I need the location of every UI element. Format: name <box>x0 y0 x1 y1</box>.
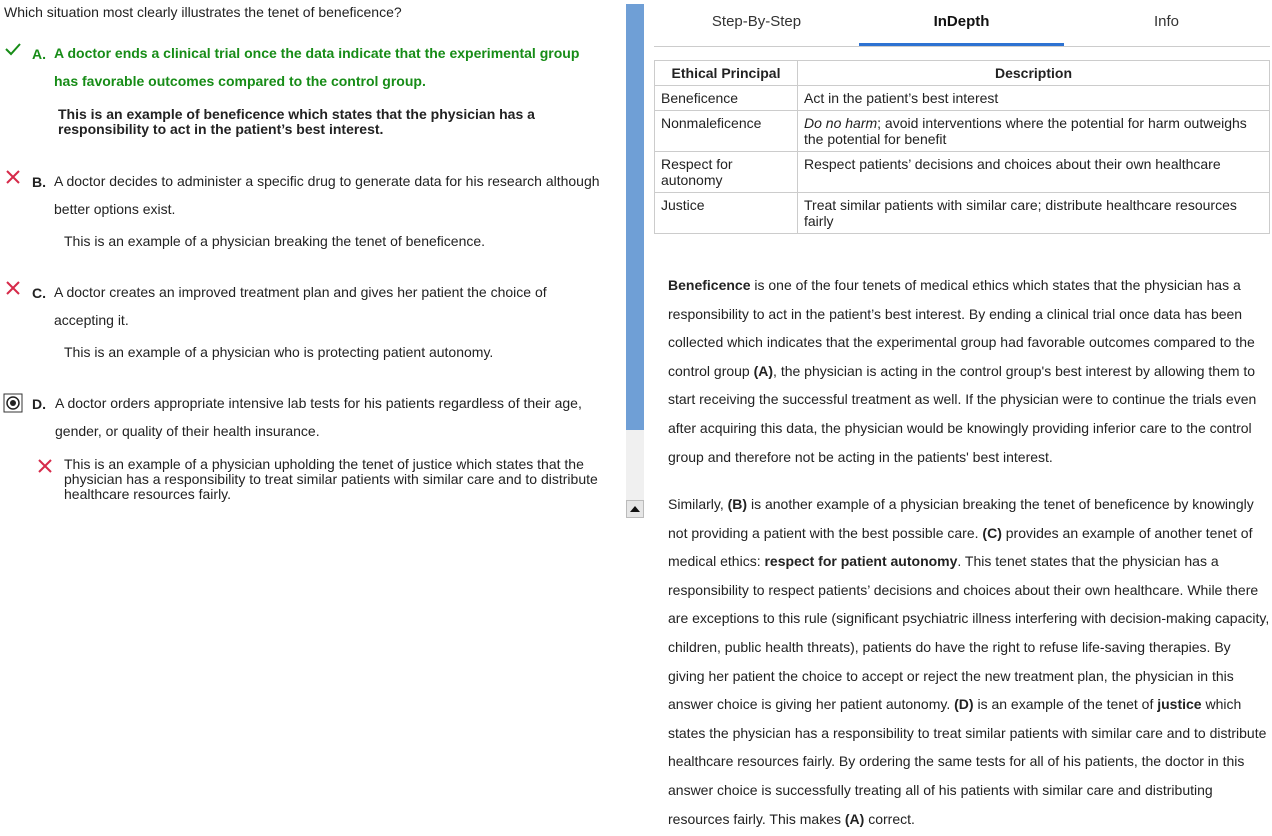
table-cell: Beneficence <box>655 86 798 111</box>
bold-term: (A) <box>753 362 774 379</box>
table-cell: Treat similar patients with similar care; distribute healthcare resources fairly <box>798 193 1270 234</box>
bold-term: respect for patient autonomy <box>764 553 958 570</box>
scroll-up-button[interactable] <box>626 500 644 518</box>
arrow-up-icon <box>627 501 643 517</box>
option-text-line1: A doctor creates an improved treatment plan and gives her patient the choice of <box>54 284 547 300</box>
question-text: Which situation most clearly illustrates the tenet of beneficence? <box>4 4 402 20</box>
option-text-line2: has favorable outcomes compared to the control group. <box>54 73 426 89</box>
table-row <box>655 111 1270 152</box>
bold-term: (C) <box>982 524 1002 541</box>
option-explanation: This is an example of beneficence which states that the physician has a responsibility to act in the patient’s best interest. <box>58 106 535 137</box>
column-header: Description <box>798 61 1270 86</box>
table-header-row <box>655 61 1270 86</box>
x-icon <box>4 279 22 297</box>
option-text-line2: better options exist. <box>54 201 176 217</box>
tab-step-by-step[interactable]: Step-By-Step <box>711 13 802 30</box>
bold-term: justice <box>1157 696 1202 713</box>
text-span: is an example of the tenet of <box>973 696 1158 713</box>
option-text-line2: gender, or quality of their health insurance. <box>55 423 320 439</box>
option-text-line1: A doctor decides to administer a specific drug to generate data for his research although <box>54 173 600 189</box>
option-explanation: This is an example of a physician breaking the tenet of beneficence. <box>64 233 486 249</box>
option-explanation: This is an example of a physician upholding the tenet of justice which states that the physician has a responsibility to treat similar patients with similar care and to distribute healthcare resources fairly. <box>64 456 598 502</box>
text-span: correct. <box>864 810 915 827</box>
explanation-paragraph <box>668 490 1270 833</box>
option-text-line1: A doctor orders appropriate intensive lab tests for his patients regardless of their age, <box>55 395 582 411</box>
radio-selected-icon[interactable] <box>3 393 23 413</box>
italic-term: Do no harm <box>804 115 878 131</box>
tab-indepth[interactable]: InDepth <box>859 0 1064 46</box>
table-cell: Justice <box>655 193 798 234</box>
table-row <box>655 152 1270 193</box>
option-letter: B. <box>32 174 46 190</box>
table-cell: Act in the patient’s best interest <box>798 86 1270 111</box>
ethics-table <box>654 60 1270 234</box>
option-letter: C. <box>32 285 46 301</box>
option-text-line2: accepting it. <box>54 312 129 328</box>
text-span: Similarly, <box>668 496 728 512</box>
table-row <box>655 86 1270 111</box>
option-letter: A. <box>32 46 46 62</box>
option-letter: D. <box>32 396 46 412</box>
x-icon <box>36 457 54 475</box>
text-span: . This tenet states that the physician has a responsibility to respect patients’ decisions and choices about their own healthcare. While there are exceptions to this rule (significant psychiatric illness interfering with decision-making capacity, children, public health threats), patients do have the right to refuse life-saving therapies. By giving her patient the choice to accept or reject the new treatment plan, the physician in this answer choice is giving her patient autonomy. <box>668 553 1270 713</box>
text-span: provides an example of another tenet of medical ethics: <box>668 524 1253 570</box>
column-header: Ethical Principal <box>655 61 798 86</box>
table-cell: Respect for autonomy <box>655 152 798 193</box>
tab-bar <box>654 0 1270 47</box>
text-span: is one of the four tenets of medical ethics which states that the physician has a responsibility to act in the patient’s best interest. By ending a clinical trial once data has been collected which indicates that the experimental group had favorable outcomes compared to the control group <box>668 277 1255 379</box>
table-cell: Respect patients’ decisions and choices about their own healthcare <box>798 152 1270 193</box>
question-panel <box>0 0 620 836</box>
text-span: which states the physician has a responsibility to treat similar patients with similar care and to distribute healthcare resources fairly. By ordering the same tests for all of his patients, the doctor in this answer choice is successfully treating all of his patients with similar care and distributing resources fairly. This makes <box>668 696 1267 827</box>
option-text-line1: A doctor ends a clinical trial once the data indicate that the experimental group <box>54 45 580 61</box>
explanation-panel <box>654 0 1270 836</box>
bold-term: Beneficence <box>668 277 751 293</box>
table-cell <box>798 111 1270 152</box>
tab-info[interactable]: Info <box>1153 13 1180 30</box>
explanation-paragraph <box>668 271 1268 471</box>
option-explanation: This is an example of a physician who is protecting patient autonomy. <box>64 344 494 360</box>
bold-term: (D) <box>954 696 974 713</box>
text-span: , the physician is acting in the control group's best interest by allowing them to start receiving the successful treatment as well. If the physician were to continue the trials even after acquiring this data, the physician would be knowingly providing inferior care to the control group and therefore not be acting in the patients' best interest. <box>668 362 1257 465</box>
text-span: is another example of a physician breaking the tenet of beneficence by knowingly not providing a patient with the best possible care. <box>668 496 1254 541</box>
scrollbar[interactable] <box>626 4 644 514</box>
scroll-thumb[interactable] <box>626 4 644 430</box>
table-row <box>655 193 1270 234</box>
bold-term: (A) <box>844 810 865 827</box>
check-icon <box>4 40 22 58</box>
bold-term: (B) <box>727 496 748 512</box>
text-span: ; avoid interventions where the potential for harm outweighs the potential for benefit <box>804 115 1247 147</box>
table-cell: Nonmaleficence <box>655 111 798 152</box>
x-icon <box>4 168 22 186</box>
